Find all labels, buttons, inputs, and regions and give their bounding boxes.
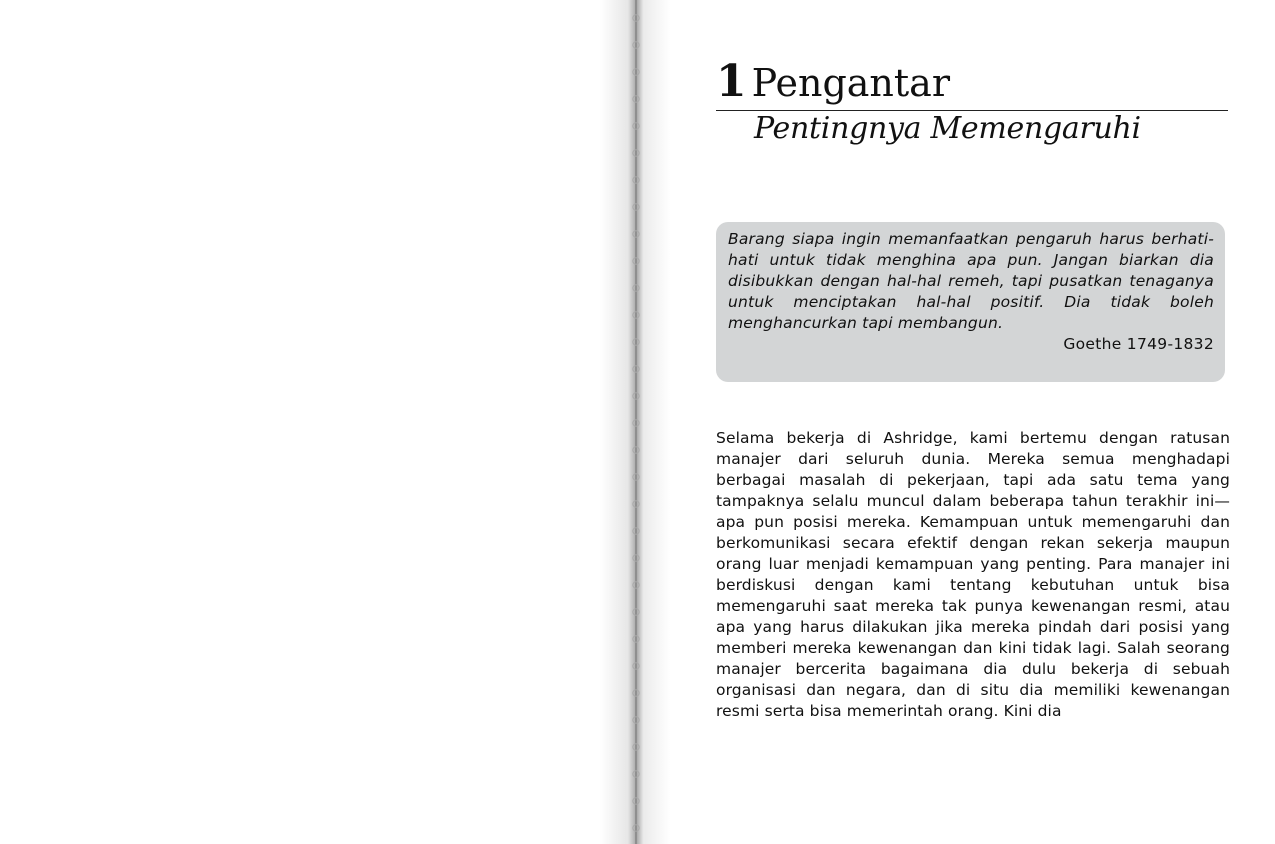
- epigraph-text: Barang siapa ingin memanfaatkan pengaruh harus berhati-hati untuk tidak menghina apa pun. Jangan biarkan dia disibukkan dengan hal-hal remeh, tapi pusatkan tenaganya untuk menciptakan hal-hal positif. Dia tidak boleh menghancurkan tapi membangun.: [728, 230, 1214, 332]
- chapter-title: Pengantar: [751, 61, 950, 105]
- body-paragraph: Selama bekerja di Ashridge, kami bertemu dengan ratusan manajer dari seluruh dunia. Mereka semua menghadapi berbagai masalah di pekerjaan, tapi ada satu tema yang tampaknya selalu muncul dalam beberapa tahun terakhir ini—apa pun posisi mereka. Kemampuan untuk memengaruhi dan berkomunikasi secara efektif dengan rekan sekerja maupun orang luar menjadi kemampuan yang penting. Para manajer ini berdiskusi dengan kami tentang kebutuhan untuk bisa memengaruhi saat mereka tak punya kewenangan resmi, atau apa yang harus dilakukan jika mereka pindah dari posisi yang memberi mereka kewenangan dan kini tidak lagi. Salah seorang manajer bercerita bagaimana dia dulu bekerja di sebuah organisasi dan negara, dan di situ dia memiliki kewenangan resmi serta bisa memerintah orang. Kini dia: [716, 429, 1230, 720]
- spiral-binding: [630, 0, 642, 844]
- epigraph-box: [716, 222, 1225, 382]
- left-page-blank[interactable]: [0, 0, 620, 844]
- epigraph-attribution: Goethe 1749-1832: [1063, 335, 1214, 353]
- chapter-heading: [716, 56, 1228, 107]
- chapter-number: 1: [716, 56, 746, 107]
- chapter-subtitle: Pentingnya Memengaruhi: [754, 111, 1141, 146]
- right-page[interactable]: [670, 0, 1275, 844]
